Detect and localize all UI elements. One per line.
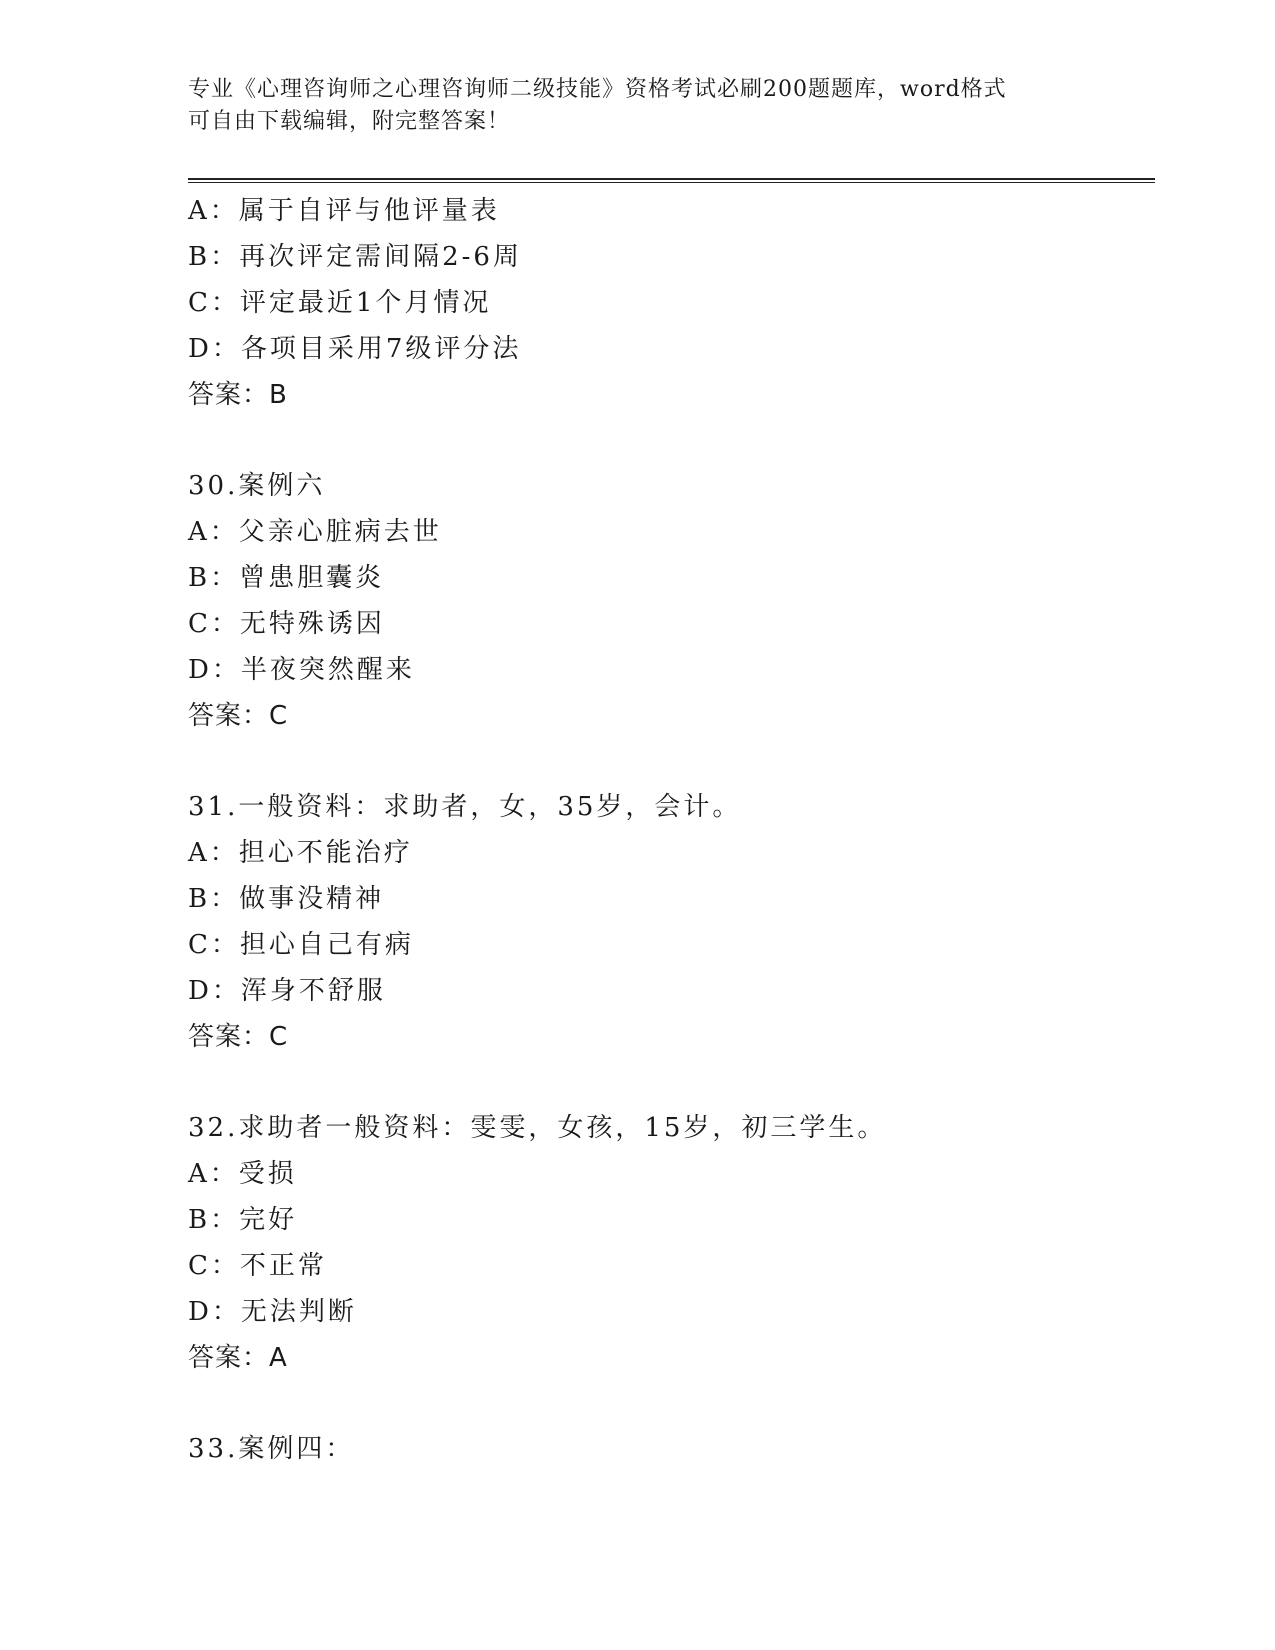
option-c: C：担心自己有病 — [188, 930, 414, 960]
header-line-2: 可自由下载编辑，附完整答案！ — [188, 109, 511, 134]
answer-line: 答案：B — [188, 380, 288, 410]
question-block-30 — [188, 463, 1148, 739]
option-a: A：受损 — [188, 1159, 297, 1189]
block-spacer — [188, 739, 1148, 784]
option-b: B：再次评定需间隔2-6周 — [188, 242, 522, 272]
question-block-31 — [188, 784, 1148, 1060]
option-d: D：无法判断 — [188, 1297, 357, 1327]
option-d: D：半夜突然醒来 — [188, 655, 415, 685]
block-spacer — [188, 418, 1148, 463]
question-list — [188, 188, 1148, 1472]
question-block-33 — [188, 1426, 1148, 1472]
header-divider-thick — [188, 178, 1155, 180]
answer-line: 答案：C — [188, 701, 289, 731]
option-c: C：评定最近1个月情况 — [188, 288, 492, 318]
answer-line: 答案：C — [188, 1022, 289, 1052]
question-block-29 — [188, 188, 1148, 418]
question-title: 33.案例四： — [188, 1434, 355, 1464]
header-divider-thin — [188, 182, 1155, 183]
question-title: 31.一般资料：求助者，女，35岁，会计。 — [188, 792, 742, 822]
block-spacer — [188, 1381, 1148, 1426]
option-a: A：担心不能治疗 — [188, 838, 413, 868]
answer-line: 答案：A — [188, 1343, 288, 1373]
option-a: A：父亲心脏病去世 — [188, 517, 442, 547]
question-block-32 — [188, 1105, 1148, 1381]
question-title: 32.求助者一般资料：雯雯，女孩，15岁，初三学生。 — [188, 1113, 887, 1143]
option-c: C：无特殊诱因 — [188, 609, 385, 639]
option-d: D：浑身不舒服 — [188, 976, 386, 1006]
option-b: B：曾患胆囊炎 — [188, 563, 385, 593]
header-line-1: 专业《心理咨询师之心理咨询师二级技能》资格考试必刷200题题库，word格式 — [188, 77, 1007, 102]
block-spacer — [188, 1060, 1148, 1105]
question-title: 30.案例六 — [188, 471, 326, 501]
document-header — [188, 74, 1088, 138]
option-d: D：各项目采用7级评分法 — [188, 334, 522, 364]
option-c: C：不正常 — [188, 1251, 327, 1281]
option-b: B：完好 — [188, 1205, 298, 1235]
option-b: B：做事没精神 — [188, 884, 385, 914]
option-a: A：属于自评与他评量表 — [188, 196, 500, 226]
